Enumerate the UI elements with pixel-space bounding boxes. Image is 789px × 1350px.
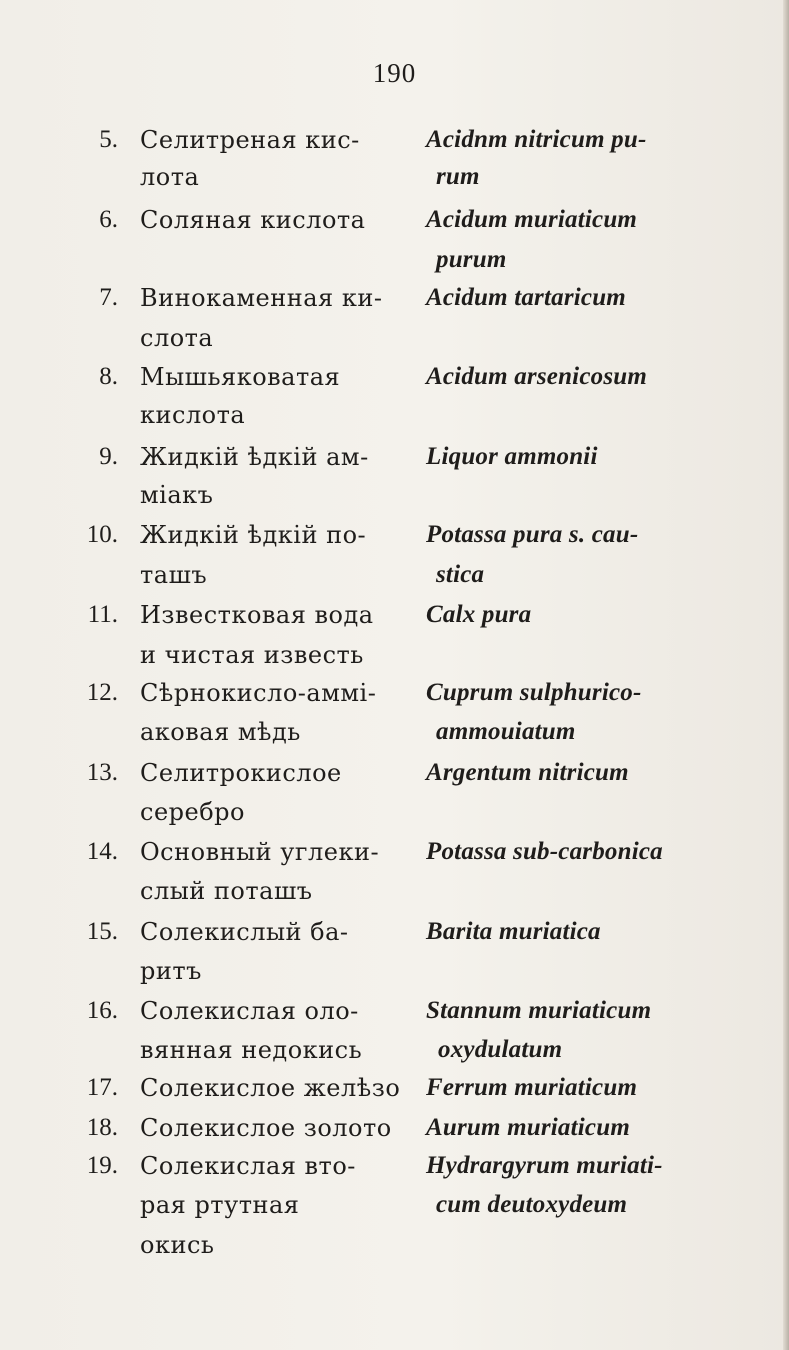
latin-name-line: Argentum nitricum: [426, 759, 629, 786]
russian-name-line: ритъ: [140, 957, 202, 985]
russian-name-line: Винокаменная ки-: [140, 284, 383, 312]
latin-name-line: Barita muriatica: [426, 918, 601, 945]
latin-name-line: Liquor ammonii: [426, 443, 598, 470]
russian-name-line: Солекислое желѣзо: [140, 1074, 401, 1102]
russian-name-line: Селитреная кис-: [140, 126, 360, 154]
entry-number: 9.: [99, 443, 118, 470]
russian-name-line: окись: [140, 1231, 215, 1259]
russian-name-line: рая ртутная: [140, 1191, 300, 1219]
russian-name-line: Солекислая оло-: [140, 997, 359, 1025]
latin-name-line: stica: [436, 561, 485, 588]
russian-name-line: Основный углеки-: [140, 838, 380, 866]
russian-name-line: кислота: [140, 401, 246, 429]
russian-name-line: Солекислый ба-: [140, 918, 349, 946]
russian-name-line: Жидкій ѣдкій ам-: [140, 443, 369, 471]
latin-name-line: cum deutoxydeum: [436, 1191, 628, 1218]
entry-number: 14.: [86, 838, 118, 865]
entry-number: 12.: [86, 679, 118, 706]
latin-name-line: Stannum muriaticum: [426, 997, 652, 1024]
entry-number: 7.: [99, 284, 118, 311]
russian-name-line: ташъ: [140, 561, 208, 589]
latin-name-line: Hydrargyrum muriati-: [426, 1152, 663, 1179]
latin-name-line: Potassa pura s. cau-: [426, 521, 639, 548]
russian-name-line: слый поташъ: [140, 877, 313, 905]
russian-name-line: Мышьяковатая: [140, 363, 341, 391]
latin-name-line: Potassa sub-carbonica: [426, 838, 663, 865]
latin-name-line: Acidnm nitricum pu-: [426, 126, 647, 153]
latin-name-line: Aurum muriaticum: [426, 1114, 630, 1141]
entry-number: 13.: [86, 759, 118, 786]
russian-name-line: міакъ: [140, 481, 214, 509]
russian-name-line: серебро: [140, 798, 245, 826]
latin-name-line: oxydulatum: [438, 1036, 563, 1063]
russian-name-line: Соляная кислота: [140, 206, 366, 234]
russian-name-line: Известковая вода: [140, 601, 374, 629]
russian-name-line: Солекислое золото: [140, 1114, 392, 1142]
entry-number: 19.: [86, 1152, 118, 1179]
entry-number: 5.: [99, 126, 118, 153]
latin-name-line: purum: [436, 246, 507, 273]
entry-number: 8.: [99, 363, 118, 390]
latin-name-line: Acidum tartaricum: [426, 284, 626, 311]
latin-name-line: Calx pura: [426, 601, 532, 628]
entry-number: 16.: [86, 997, 118, 1024]
russian-name-line: вянная недокись: [140, 1036, 363, 1064]
entry-number: 17.: [86, 1074, 118, 1101]
latin-name-line: ammouiatum: [436, 718, 576, 745]
russian-name-line: и чистая известь: [140, 641, 364, 669]
latin-name-line: Cuprum sulphurico-: [426, 679, 642, 706]
entry-number: 10.: [86, 521, 118, 548]
entry-number: 18.: [86, 1114, 118, 1141]
russian-name-line: Солекислая вто-: [140, 1152, 356, 1180]
latin-name-line: Acidum arsenicosum: [426, 363, 647, 390]
latin-name-line: Ferrum muriaticum: [426, 1074, 638, 1101]
latin-name-line: rum: [436, 163, 480, 190]
russian-name-line: аковая мѣдь: [140, 718, 301, 746]
page-number: 190: [372, 58, 417, 88]
latin-name-line: Acidum muriaticum: [426, 206, 638, 233]
entry-number: 15.: [86, 918, 118, 945]
russian-name-line: слота: [140, 324, 214, 352]
russian-name-line: Селитрокислое: [140, 759, 342, 787]
entry-number: 11.: [87, 601, 118, 628]
russian-name-line: Жидкій ѣдкій по-: [140, 521, 367, 549]
russian-name-line: Сѣрнокисло-аммі-: [140, 679, 377, 707]
russian-name-line: лота: [140, 163, 200, 191]
entry-number: 6.: [99, 206, 118, 233]
